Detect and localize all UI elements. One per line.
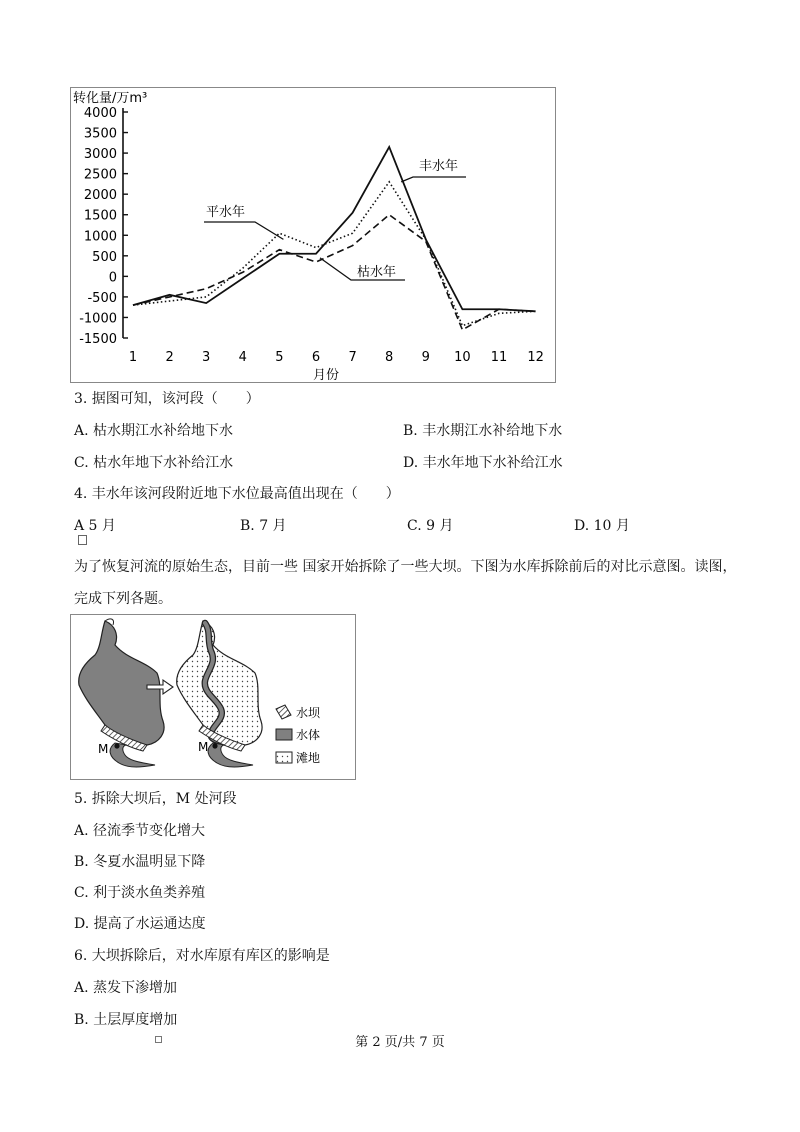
series-label: 平水年: [206, 205, 246, 220]
x-tick-label: 2: [165, 350, 174, 365]
q5-stem: 5. 拆除大坝后，M 处河段: [74, 791, 237, 807]
y-axis-label: 转化量/万m³: [73, 91, 148, 106]
q3-option-a[interactable]: A. 枯水期江水补给地下水: [74, 423, 234, 439]
legend-beach-label: 滩地: [296, 751, 321, 765]
x-tick-label: 8: [385, 350, 394, 365]
q4-option-a[interactable]: A 5 月: [74, 518, 116, 534]
x-tick-label: 3: [202, 350, 211, 365]
y-tick-label: 4000: [83, 106, 117, 121]
intro-line-1: 为了恢复河流的原始生态，目前一些 国家开始拆除了一些大坝。下图为水库拆除前后的对比示意图。读图，: [74, 559, 737, 575]
diagram-legend: [276, 705, 321, 765]
y-tick-label: 2000: [83, 188, 117, 204]
x-tick-label: 7: [348, 350, 357, 365]
series-line-solid: [133, 147, 536, 311]
q3-option-b[interactable]: B. 丰水期江水补给地下水: [403, 423, 563, 439]
x-tick-label: 11: [490, 350, 508, 365]
dam-diagram-svg: [71, 615, 355, 779]
y-tick-label: 3500: [83, 126, 117, 142]
legend-water-label: 水体: [296, 728, 321, 742]
series-label: 丰水年: [419, 159, 459, 174]
y-tick-label: 0: [108, 270, 117, 286]
before-reservoir: [79, 619, 164, 767]
q4-option-d[interactable]: D. 10 月: [574, 518, 630, 534]
q5-option-a[interactable]: A. 径流季节变化增大: [74, 823, 206, 839]
q6-option-a[interactable]: A. 蒸发下渗增加: [74, 980, 178, 996]
y-tick-label: 1500: [83, 208, 117, 224]
page-number: 第 2 页/共 7 页: [355, 1035, 445, 1050]
y-tick-label: 1000: [83, 229, 117, 245]
dam-removal-diagram: [70, 614, 356, 780]
series-line-dotted: [133, 182, 536, 326]
x-tick-label: 4: [238, 350, 247, 365]
x-tick-label: 1: [128, 350, 138, 365]
q3-stem: 3. 据图可知，该河段（ ）: [74, 391, 260, 407]
intro-line-2: 完成下列各题。: [74, 591, 172, 607]
beach-legend-swatch: [276, 752, 292, 763]
y-tick-label: 500: [92, 249, 117, 265]
q3-option-c[interactable]: C. 枯水年地下水补给江水: [74, 455, 234, 471]
q4-option-c[interactable]: C. 9 月: [407, 518, 454, 534]
point-m-after: [212, 743, 217, 748]
x-axis-label: 月份: [312, 368, 340, 382]
x-tick-label: 5: [275, 350, 284, 365]
q4-option-b[interactable]: B. 7 月: [240, 518, 287, 534]
label-m-before: M: [98, 742, 109, 756]
point-m-before: [114, 743, 119, 748]
q6-option-b[interactable]: B. 土层厚度增加: [74, 1012, 178, 1028]
q5-option-c[interactable]: C. 利于淡水鱼类养殖: [74, 885, 206, 901]
y-tick-label: -1000: [79, 311, 117, 327]
q5-option-b[interactable]: B. 冬夏水温明显下降: [74, 854, 206, 870]
q3-option-d[interactable]: D. 丰水年地下水补给江水: [403, 455, 563, 471]
series-label: 枯水年: [357, 265, 397, 280]
y-tick-label: -500: [87, 290, 117, 306]
dam-legend-icon: [276, 705, 291, 719]
groundwater-exchange-chart: [70, 87, 556, 383]
legend-dam-label: 水坝: [296, 706, 321, 720]
series-leader-line: [401, 177, 466, 182]
x-tick-label: 10: [454, 350, 471, 365]
water-legend-swatch: [276, 729, 292, 740]
y-tick-label: -1500: [79, 332, 117, 347]
placeholder-box-icon: [78, 535, 87, 545]
x-tick-label: 9: [421, 350, 430, 365]
x-tick-label: 6: [311, 350, 321, 365]
line-chart-svg: [71, 88, 555, 382]
series-leader-line: [204, 222, 283, 239]
y-tick-label: 3000: [83, 147, 117, 163]
q6-stem: 6. 大坝拆除后，对水库原有库区的影响是: [74, 948, 330, 964]
y-tick-label: 2500: [83, 167, 117, 183]
label-m-after: M: [198, 740, 209, 754]
after-riverbed: [177, 621, 262, 767]
q4-stem: 4. 丰水年该河段附近地下水位最高值出现在（ ）: [74, 486, 400, 502]
q5-option-d[interactable]: D. 提高了水运通达度: [74, 916, 206, 932]
x-tick-label: 12: [527, 350, 544, 365]
